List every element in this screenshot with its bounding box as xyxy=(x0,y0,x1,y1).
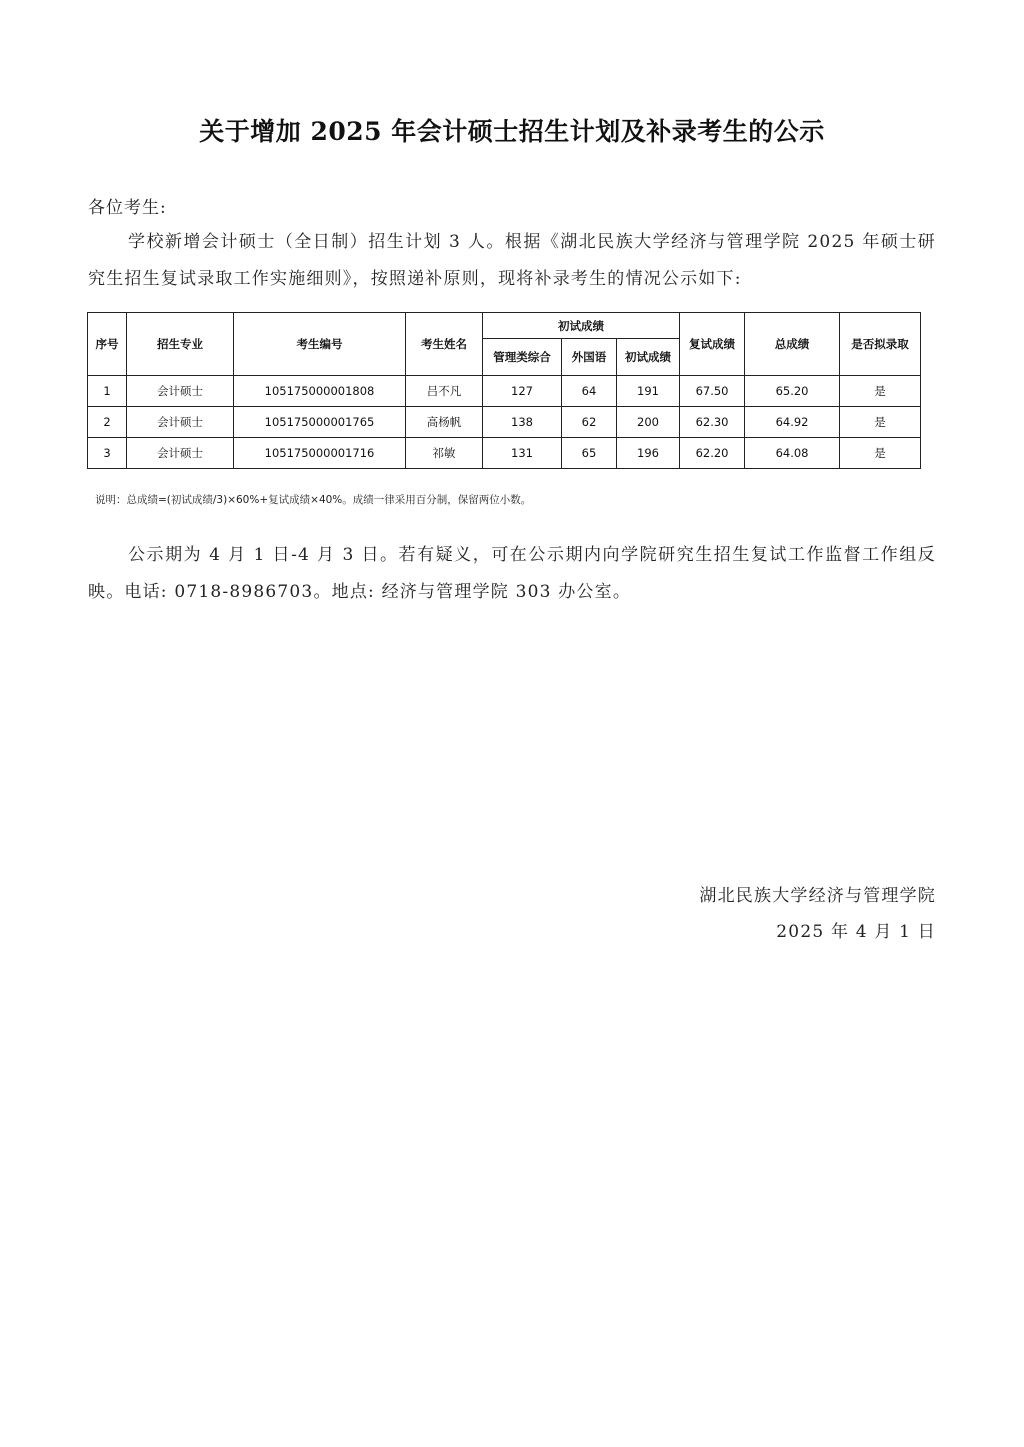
cell-retest: 62.20 xyxy=(680,438,745,469)
header-major: 招生专业 xyxy=(127,313,234,376)
table-row xyxy=(88,376,921,407)
header-mgmt: 管理类综合 xyxy=(483,339,562,376)
header-exam-id: 考生编号 xyxy=(234,313,406,376)
cell-major: 会计硕士 xyxy=(127,376,234,407)
cell-seq: 3 xyxy=(88,438,127,469)
header-foreign: 外国语 xyxy=(562,339,617,376)
cell-foreign: 65 xyxy=(562,438,617,469)
cell-retest: 62.30 xyxy=(680,407,745,438)
cell-seq: 1 xyxy=(88,376,127,407)
score-formula-note: 说明：总成绩=(初试成绩/3)×60%+复试成绩×40%。成绩一律采用百分制，保留两位小数。 xyxy=(95,494,532,506)
header-admit: 是否拟录取 xyxy=(840,313,921,376)
cell-foreign: 64 xyxy=(562,376,617,407)
cell-admit: 是 xyxy=(840,376,921,407)
cell-total: 64.08 xyxy=(745,438,840,469)
signature-date: 2025 年 4 月 1 日 xyxy=(776,922,936,942)
cell-admit: 是 xyxy=(840,438,921,469)
intro-paragraph: 学校新增会计硕士（全日制）招生计划 3 人。根据《湖北民族大学经济与管理学院 2025 年硕士研究生招生复试录取工作实施细则》，按照递补原则，现将补录考生的情况公示如下: xyxy=(88,232,936,289)
cell-prelim: 200 xyxy=(617,407,680,438)
cell-name: 祁敏 xyxy=(406,438,483,469)
table-header-row xyxy=(88,313,921,339)
cell-major: 会计硕士 xyxy=(127,407,234,438)
cell-total: 64.92 xyxy=(745,407,840,438)
table-row xyxy=(88,438,921,469)
table-row xyxy=(88,407,921,438)
header-seq: 序号 xyxy=(88,313,127,376)
cell-exam-id: 105175000001716 xyxy=(234,438,406,469)
objection-paragraph: 公示期为 4 月 1 日-4 月 3 日。若有疑义，可在公示期内向学院研究生招生复试工作监督工作组反映。电话: 0718-8986703。地点: 经济与管理学院 303 办公室。 xyxy=(88,545,936,602)
header-prelim-group: 初试成绩 xyxy=(483,313,680,339)
cell-foreign: 62 xyxy=(562,407,617,438)
admission-table xyxy=(87,312,921,469)
cell-major: 会计硕士 xyxy=(127,438,234,469)
cell-name: 吕不凡 xyxy=(406,376,483,407)
cell-prelim: 191 xyxy=(617,376,680,407)
cell-mgmt: 131 xyxy=(483,438,562,469)
cell-mgmt: 127 xyxy=(483,376,562,407)
signature-block xyxy=(699,878,936,950)
cell-seq: 2 xyxy=(88,407,127,438)
cell-prelim: 196 xyxy=(617,438,680,469)
header-prelim: 初试成绩 xyxy=(617,339,680,376)
cell-mgmt: 138 xyxy=(483,407,562,438)
cell-total: 65.20 xyxy=(745,376,840,407)
cell-retest: 67.50 xyxy=(680,376,745,407)
header-total: 总成绩 xyxy=(745,313,840,376)
document-title: 关于增加 2025 年会计硕士招生计划及补录考生的公示 xyxy=(199,117,825,146)
salutation: 各位考生: xyxy=(88,198,167,218)
cell-exam-id: 105175000001765 xyxy=(234,407,406,438)
signature-org: 湖北民族大学经济与管理学院 xyxy=(699,886,936,906)
cell-name: 高杨帆 xyxy=(406,407,483,438)
cell-exam-id: 105175000001808 xyxy=(234,376,406,407)
header-name: 考生姓名 xyxy=(406,313,483,376)
header-retest: 复试成绩 xyxy=(680,313,745,376)
cell-admit: 是 xyxy=(840,407,921,438)
